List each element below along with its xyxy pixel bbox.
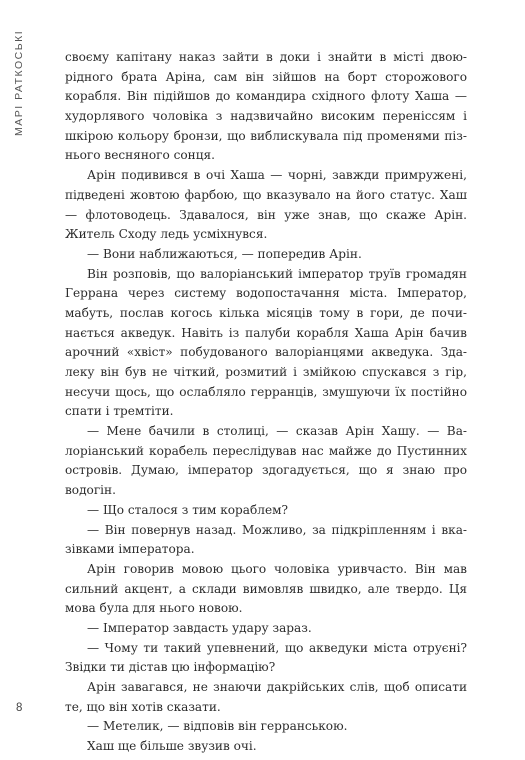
paragraph: — Що сталося з тим кораблем? — [87, 502, 288, 517]
page-number: 8 — [16, 702, 23, 714]
body-text — [65, 48, 467, 757]
paragraph: — Імператор завдасть удару зараз. — [87, 620, 312, 635]
paragraph: — Він повернув назад. Можливо, за підкріпленням і вказівками імператора. — [65, 522, 467, 557]
paragraph: — Чому ти такий упевнений, що акведуки міста отруєні? Звідки ти дістав цю інформацію? — [65, 640, 467, 675]
paragraph: Арін подивився в очі Хаша — чорні, завжди примружені, підведені жовтою фарбою, що вказувало на його статус. Хаш — флотоводець. Здавалося, він уже знав, що скаже Арін. Житель Сходу ледь усміхнувся. — [65, 168, 467, 242]
paragraph: своєму капітану наказ зайти в доки і знайти в місті двоюрідного брата Аріна, сам він зійшов на борт сторожового корабля. Він підійшов до командира східного флоту Хаша — худорлявого чоловіка з надзвичайно високим переніссям і шкірою кольору бронзи, що виблискувала під променями пізнього весняного сонця. — [65, 50, 467, 163]
paragraph: Арін завагався, не знаючи дакрійських слів, щоб описати те, що він хотів сказати. — [65, 680, 467, 714]
paragraph: Арін говорив мовою цього чоловіка уривчасто. Він мав сильний акцент, а склади вимовляв швидко, але твердо. Ця мова була для нього новою. — [65, 561, 467, 616]
paragraph: — Мене бачили в столиці, — сказав Арін Хашу. — Валоріанський корабель переслідував нас майже до Пустинних островів. Думаю, імператор здогадується, що я знаю про водогін. — [65, 424, 467, 498]
paragraph: — Вони наближаються, — попередив Арін. — [87, 246, 362, 261]
paragraph: Хаш ще більше звузив очі. — [87, 739, 257, 754]
paragraph: — Метелик, — відповів він герранською. — [87, 719, 348, 734]
running-head-author: МАРІ РАТКОСЬКІ — [13, 30, 25, 137]
paragraph: Він розповів, що валоріанський імператор труїв громадян Геррана через систему водопостачання міста. Імператор, мабуть, послав когось кілька місяців тому в гори, де починається акведук. Навіть із палуби корабля Хаша Арін бачив арочний «хвіст» побудованого валоріанцями акведука. Здалеку він був не чіткий, розмитий і змійкою спускався з гір, несучи щось, що ослабляло герранців, змушуючи їх постійно спати і тремтіти. — [65, 266, 467, 419]
